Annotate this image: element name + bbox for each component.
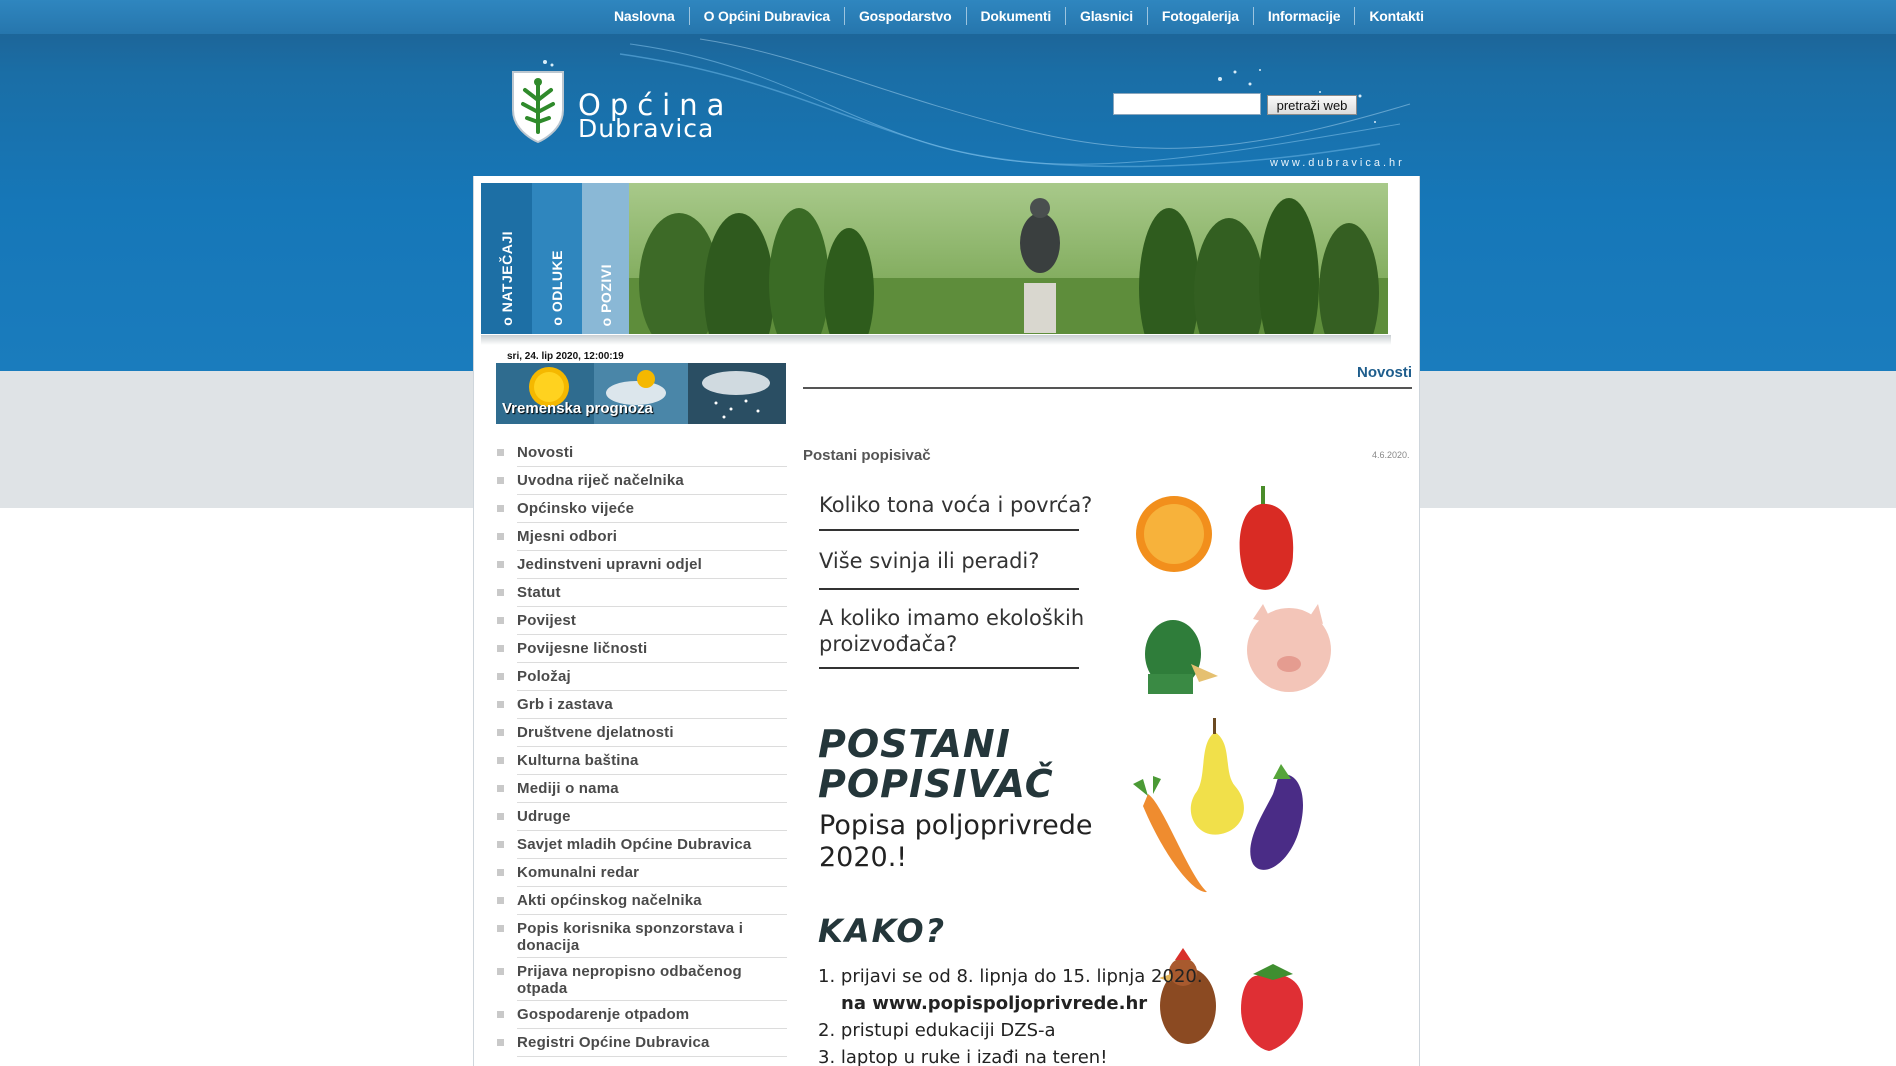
pear-illustration	[1191, 732, 1244, 835]
poster-step-1: 1. prijavi se od 8. lipnja do 15. lipnja 2020.	[818, 966, 1203, 987]
bullet-icon	[497, 1011, 504, 1018]
bullet-icon	[497, 589, 504, 596]
nav-glasnici[interactable]: Glasnici	[1066, 7, 1148, 25]
sidebar-item-label[interactable]: Općinsko vijeće	[517, 500, 635, 517]
sidebar-item-drustvene-djelatnosti[interactable]	[497, 719, 787, 747]
sidebar-item-label[interactable]: Kulturna baština	[517, 752, 639, 769]
bullet-icon	[497, 449, 504, 456]
poster-kako: KAKO?	[818, 912, 947, 950]
poster-title-line1: POSTANI	[818, 722, 1011, 766]
poster-rule	[819, 588, 1079, 590]
poster-step-3: 3. laptop u ruke i izađi na teren!	[818, 1047, 1108, 1066]
sidebar-item-label[interactable]: Uvodna riječ načelnika	[517, 472, 684, 489]
article-date: 4.6.2020.	[1372, 450, 1410, 460]
bullet-icon	[497, 897, 504, 904]
sidebar-item-label[interactable]: Jedinstveni upravni odjel	[517, 556, 703, 573]
sidebar-item-mediji[interactable]	[497, 775, 787, 803]
sidebar-item-gospodarenje-otpadom[interactable]	[497, 1001, 787, 1029]
sidebar-item-label[interactable]: Novosti	[517, 444, 574, 461]
sidebar-item-label[interactable]: Prijava nepropisno odbačenog otpada	[517, 963, 742, 997]
banner-shadow	[481, 335, 1391, 345]
sidebar-item-opcinsko-vijece[interactable]	[497, 495, 787, 523]
nav-informacije[interactable]: Informacije	[1254, 7, 1356, 25]
tab-natjecaji[interactable]	[481, 183, 532, 334]
sidebar-item-registri[interactable]	[497, 1029, 787, 1057]
bullet-icon	[497, 785, 504, 792]
poster-question-3-line2: proizvođača?	[819, 632, 958, 656]
bullet-icon	[497, 968, 504, 975]
sidebar-item-povijesne-licnosti[interactable]	[497, 635, 787, 663]
bullet-icon	[497, 925, 504, 932]
poster-subtitle-line2: 2020.!	[819, 842, 908, 873]
article-title[interactable]: Postani popisivač	[803, 447, 931, 464]
sidebar-item-label[interactable]: Komunalni redar	[517, 864, 640, 881]
bullet-icon	[497, 813, 504, 820]
sidebar-item-prijava-otpada[interactable]	[497, 958, 787, 1001]
poster-subtitle-line1: Popisa poljoprivrede	[819, 810, 1093, 841]
bullet-icon	[497, 477, 504, 484]
sidebar-item-udruge[interactable]	[497, 803, 787, 831]
bullet-icon	[497, 645, 504, 652]
sidebar-item-label[interactable]: Povijesne ličnosti	[517, 640, 648, 657]
bullet-icon	[497, 561, 504, 568]
section-heading-novosti: Novosti	[1357, 364, 1413, 381]
bullet-icon	[497, 701, 504, 708]
sidebar-item-grb-zastava[interactable]	[497, 691, 787, 719]
sidebar-item-label[interactable]: Mediji o nama	[517, 780, 619, 797]
poster-rule	[819, 529, 1079, 531]
sidebar-item-uvodna-rijec[interactable]	[497, 467, 787, 495]
weather-datetime: sri, 24. lip 2020, 12:00:19	[507, 351, 624, 362]
bullet-icon	[497, 729, 504, 736]
poster-rule	[819, 667, 1079, 669]
bullet-icon	[497, 1039, 504, 1046]
poster-title-line2: POPISIVAČ	[818, 762, 1054, 806]
bullet-icon	[497, 757, 504, 764]
sidebar-item-label[interactable]: Gospodarenje otpadom	[517, 1006, 690, 1023]
sidebar-item-upravni-odjel[interactable]	[497, 551, 787, 579]
sidebar-item-label[interactable]: Društvene djelatnosti	[517, 724, 674, 741]
logo-text-opcina: Općina	[578, 88, 734, 122]
pepper-illustration	[1240, 504, 1294, 590]
site-url: www.dubravica.hr	[1270, 157, 1405, 169]
poster-step-1-url: na www.popispoljoprivrede.hr	[841, 993, 1148, 1014]
tab-pozivi[interactable]	[582, 183, 629, 334]
sidebar-item-statut[interactable]	[497, 579, 787, 607]
nav-dokumenti[interactable]: Dokumenti	[967, 7, 1067, 25]
sidebar-item-kulturna-bastina[interactable]	[497, 747, 787, 775]
sidebar-item-polozaj[interactable]	[497, 663, 787, 691]
tab-odluke-label: o ODLUKE	[549, 250, 565, 326]
logo-text-dubravica: Dubravica	[578, 114, 715, 143]
poster-question-2: Više svinja ili peradi?	[819, 549, 1040, 573]
nav-fotogalerija[interactable]: Fotogalerija	[1148, 7, 1254, 25]
bullet-icon	[497, 673, 504, 680]
sidebar-item-label[interactable]: Mjesni odbori	[517, 528, 618, 545]
sidebar-item-label[interactable]: Položaj	[517, 668, 571, 685]
poster-step-2: 2. pristupi edukaciji DZS-a	[818, 1020, 1056, 1041]
sidebar-menu	[497, 439, 787, 1057]
search-input[interactable]	[1113, 93, 1261, 115]
sidebar-item-label[interactable]: Statut	[517, 584, 561, 601]
sidebar-item-label[interactable]: Akti općinskog načelnika	[517, 892, 702, 909]
sidebar-item-mjesni-odbori[interactable]	[497, 523, 787, 551]
sidebar-item-label[interactable]: Savjet mladih Općine Dubravica	[517, 836, 752, 853]
sidebar-item-label[interactable]: Registri Općine Dubravica	[517, 1034, 710, 1051]
bullet-icon	[497, 617, 504, 624]
tab-pozivi-label: o POZIVI	[597, 263, 614, 326]
tab-odluke[interactable]	[532, 183, 582, 334]
sidebar-item-sponzorstva[interactable]	[497, 915, 787, 958]
top-nav	[600, 7, 1438, 25]
banner-photo-monument	[629, 183, 1388, 334]
bullet-icon	[497, 505, 504, 512]
sidebar-item-akti-nacelnika[interactable]	[497, 887, 787, 915]
sidebar-item-label[interactable]: Grb i zastava	[517, 696, 613, 713]
sidebar-item-novosti[interactable]	[497, 439, 787, 467]
sidebar-item-komunalni-redar[interactable]	[497, 859, 787, 887]
sidebar-item-label[interactable]: Povijest	[517, 612, 577, 629]
weather-label[interactable]: Vremenska prognoza	[502, 400, 653, 417]
sidebar-item-label[interactable]: Udruge	[517, 808, 571, 825]
section-divider	[803, 387, 1412, 389]
bullet-icon	[497, 869, 504, 876]
poster-question-3-line1: A koliko imamo ekoloških	[819, 606, 1085, 630]
nav-kontakti[interactable]: Kontakti	[1369, 8, 1424, 24]
nav-naslovna[interactable]: Naslovna	[600, 7, 690, 25]
sidebar-item-label[interactable]: Popis korisnika sponzorstava i donacija	[517, 920, 744, 954]
search-button[interactable]: pretraži web	[1267, 95, 1357, 115]
strawberry-illustration	[1241, 974, 1303, 1051]
poster-question-1: Koliko tona voća i povrća?	[819, 493, 1093, 517]
sidebar-item-savjet-mladih[interactable]	[497, 831, 787, 859]
nav-gospodarstvo[interactable]: Gospodarstvo	[845, 7, 967, 25]
eggplant-illustration	[1250, 774, 1303, 870]
bullet-icon	[497, 841, 504, 848]
bullet-icon	[497, 533, 504, 540]
sidebar-item-povijest[interactable]	[497, 607, 787, 635]
nav-o-opcini[interactable]: O Općini Dubravica	[690, 7, 845, 25]
top-nav-bar	[0, 0, 1896, 34]
tab-natjecaji-label: o NATJEČAJI	[498, 231, 515, 326]
